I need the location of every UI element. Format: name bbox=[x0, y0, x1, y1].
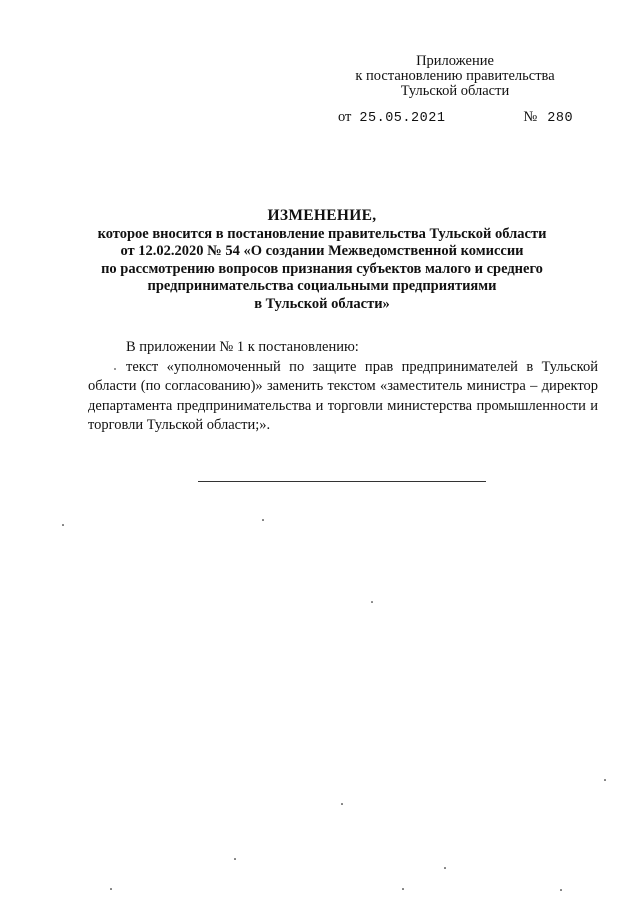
document-body bbox=[88, 338, 598, 436]
title-heading: ИЗМЕНЕНИЕ, bbox=[267, 207, 377, 224]
date-number-line bbox=[338, 109, 573, 126]
scan-speck bbox=[402, 888, 404, 890]
appendix-header bbox=[330, 54, 580, 99]
scan-speck bbox=[234, 858, 236, 860]
title-line: которое вносится в постановление правительства Тульской области bbox=[97, 225, 547, 242]
scan-speck bbox=[62, 524, 64, 526]
intro-paragraph: В приложении № 1 к постановлению: bbox=[126, 339, 359, 355]
title-line: в Тульской области» bbox=[254, 295, 390, 312]
appendix-line: Приложение bbox=[416, 53, 494, 69]
title-line: по рассмотрению вопросов признания субъектов малого и среднего bbox=[101, 260, 543, 277]
title-line: от 12.02.2020 № 54 «О создании Межведомственной комиссии bbox=[120, 243, 524, 259]
document-number: 280 bbox=[547, 111, 574, 126]
scan-speck bbox=[110, 888, 112, 890]
appendix-line: Тульской области bbox=[400, 83, 510, 99]
scan-speck bbox=[560, 889, 562, 891]
scan-speck bbox=[371, 601, 373, 603]
scan-speck bbox=[341, 803, 343, 805]
appendix-line: к постановлению правительства bbox=[355, 68, 555, 84]
separator-line bbox=[198, 481, 486, 482]
scan-speck bbox=[444, 867, 446, 869]
scan-speck bbox=[114, 368, 116, 370]
number-prefix: № bbox=[523, 109, 538, 125]
scan-speck bbox=[604, 779, 606, 781]
amendment-paragraph: текст «уполномоченный по защите прав предпринимателей в Тульской области (по согласованию)» заменить текстом «заместитель министра – директор департамента предпринимательства и торговли министерства промышленности и торговли Тульской области;». bbox=[88, 358, 598, 433]
document-date: 25.05.2021 bbox=[359, 111, 446, 126]
title-line: предпринимательства социальными предприятиями bbox=[147, 278, 497, 294]
scan-speck bbox=[262, 519, 264, 521]
date-prefix: от bbox=[338, 109, 352, 125]
document-title bbox=[80, 207, 564, 313]
